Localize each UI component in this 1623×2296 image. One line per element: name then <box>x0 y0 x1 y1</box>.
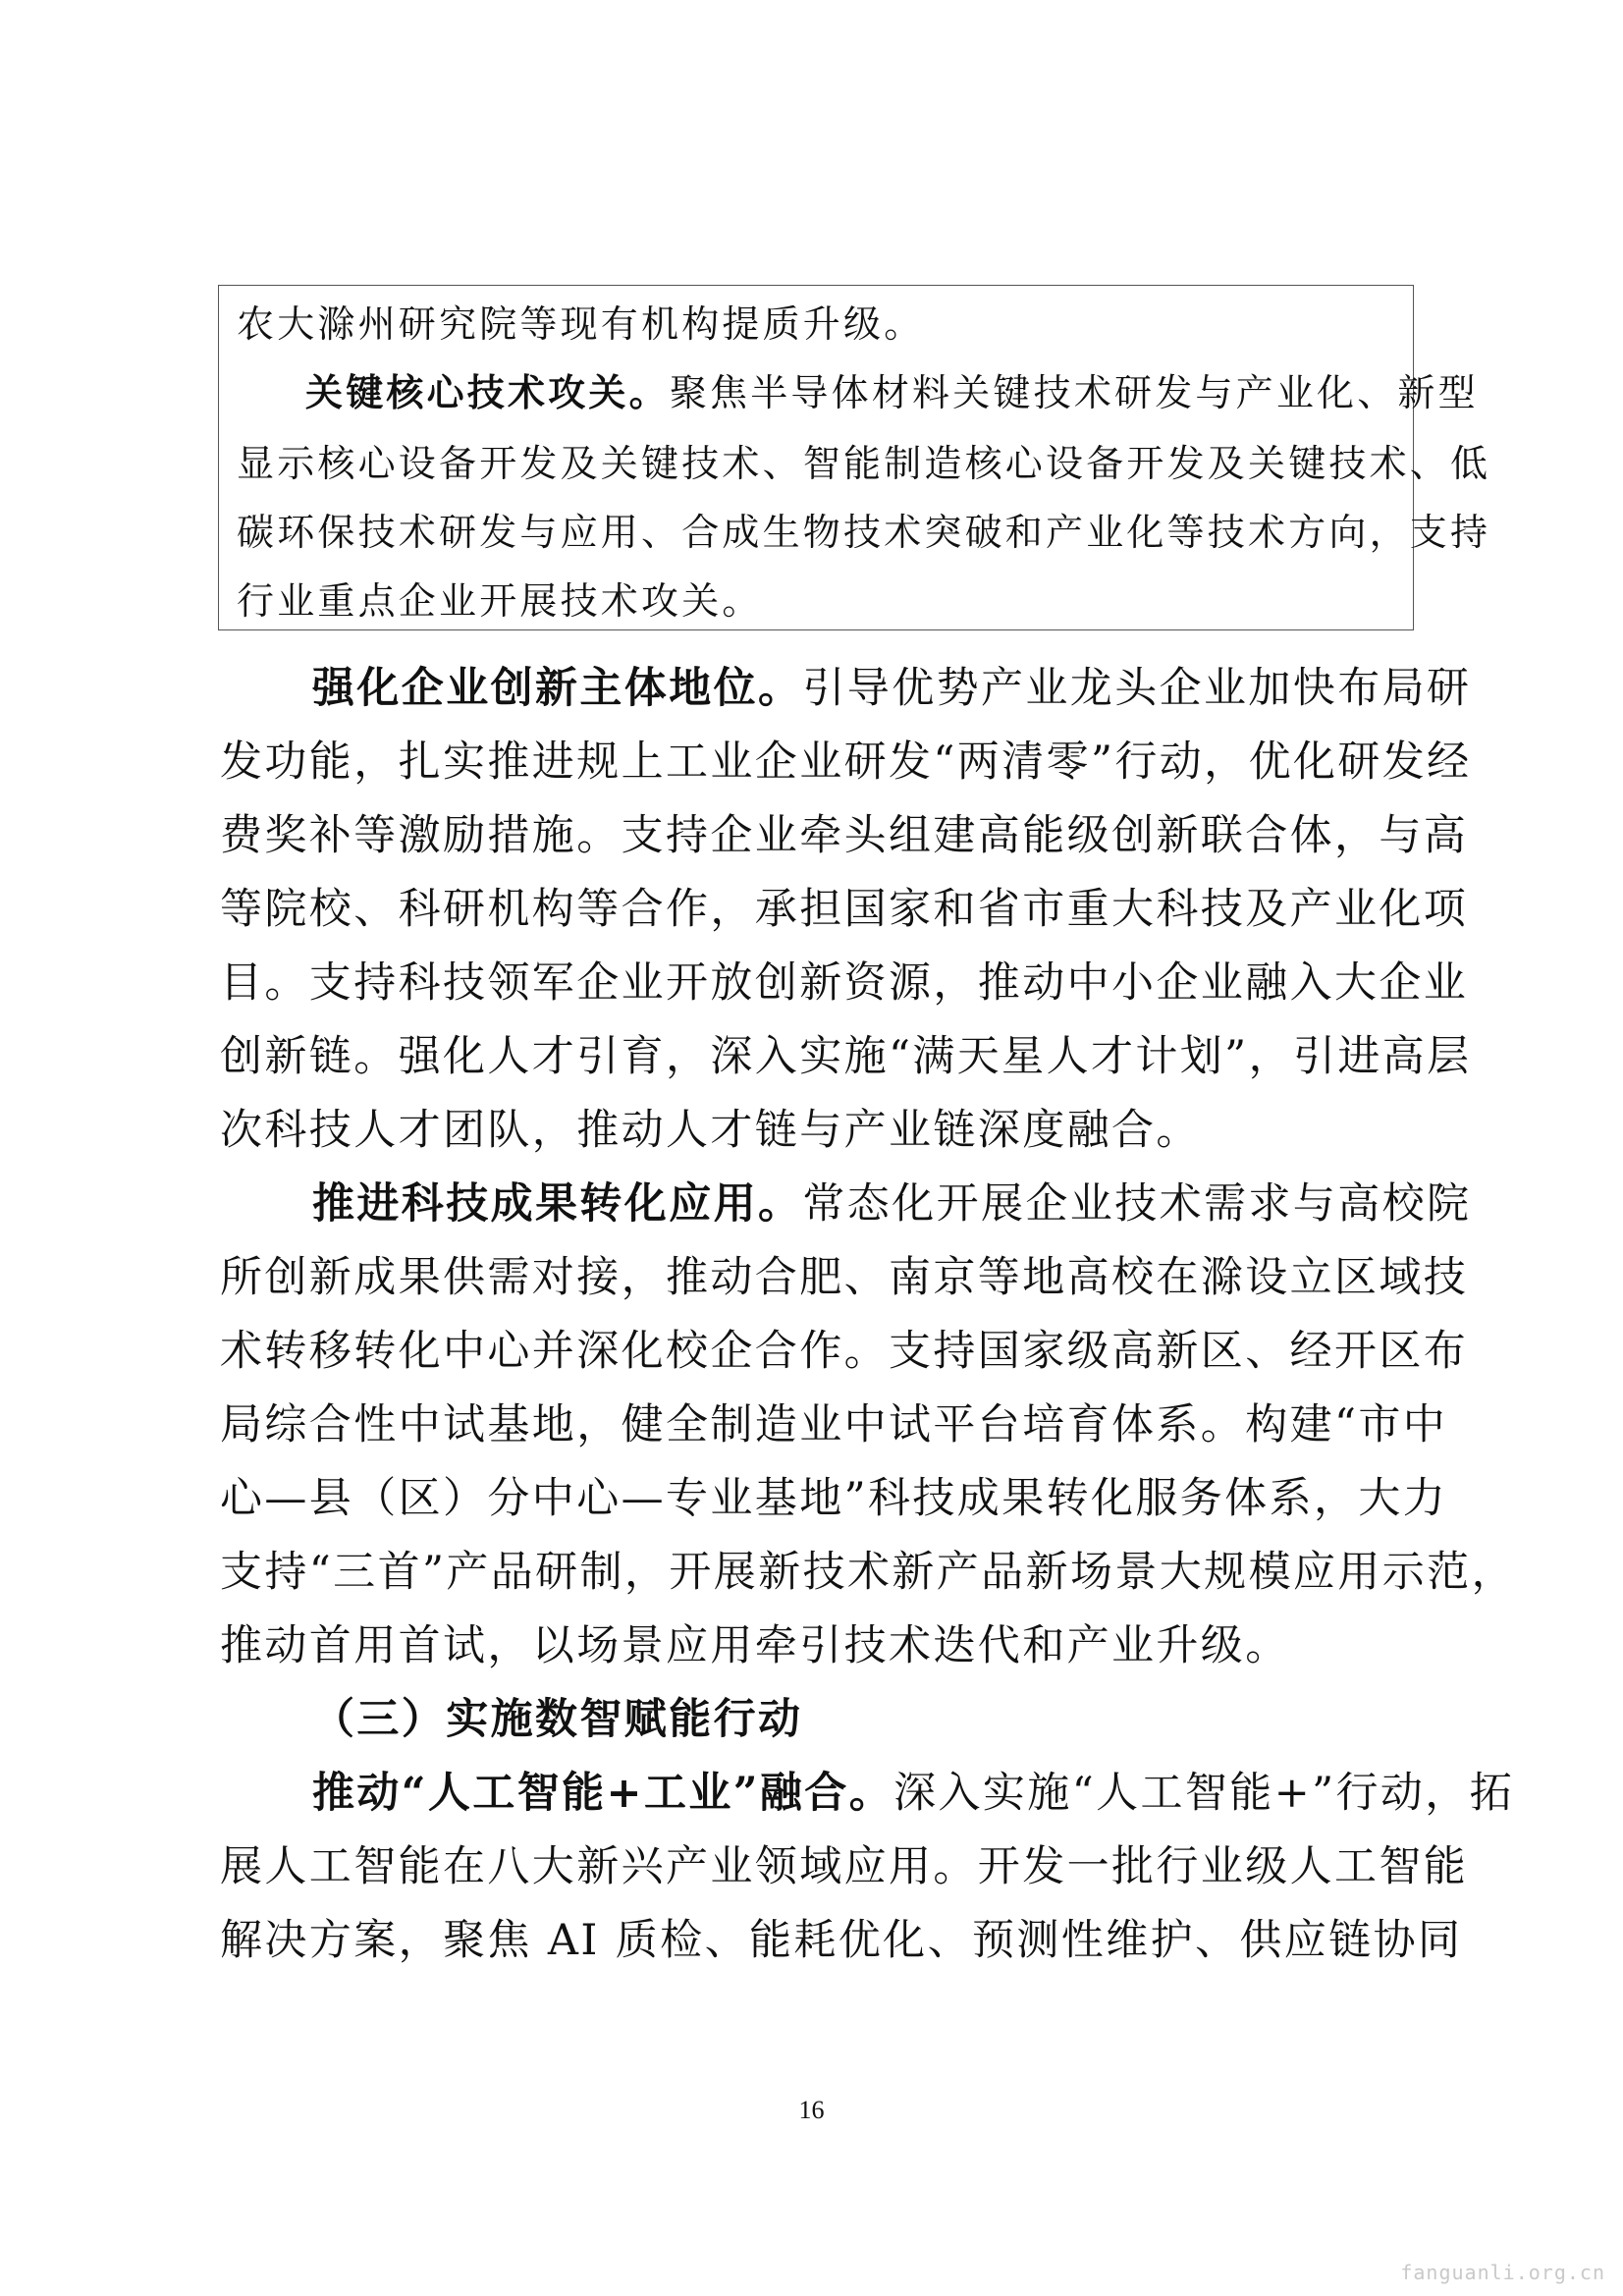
body-line-17 <box>220 1842 1623 1891</box>
body-line-18 <box>220 1916 1623 1965</box>
box-line-2-text: 聚焦半导体材料关键技术研发与产业化、新型 <box>669 371 1479 414</box>
body-line-6 <box>220 1032 1623 1081</box>
box-line-4 <box>237 511 1623 554</box>
body-line-16-text: 深入实施“人工智能+”行动，拓 <box>893 1769 1515 1818</box>
body-line-8-text: 常态化开展企业技术需求与高校院 <box>802 1179 1472 1229</box>
box-line-3-text: 显示核心设备开发及关键技术、智能制造核心设备开发及关键技术、低 <box>237 442 1491 485</box>
body-line-5-text: 目。支持科技领军企业开放创新资源，推动中小企业融入大企业 <box>220 958 1469 1008</box>
body-line-4-text: 等院校、科研机构等合作，承担国家和省市重大科技及产业化项 <box>220 885 1469 934</box>
body-line-3-text: 费奖补等激励措施。支持企业牵头组建高能级创新联合体，与高 <box>220 811 1469 860</box>
body-line-7-text: 次科技人才团队，推动人才链与产业链深度融合。 <box>220 1106 1201 1155</box>
body-line-18-text: 解决方案，聚焦 AI 质检、能耗优化、预测性维护、供应链协同 <box>220 1916 1463 1965</box>
box-line-3 <box>237 442 1623 485</box>
box-line-5 <box>237 579 1623 623</box>
watermark-text: fanguanli.org.cn <box>1400 2261 1605 2284</box>
boxed-paragraph <box>218 285 1491 630</box>
body-line-2-text: 发功能，扎实推进规上工业企业研发“两清零”行动，优化研发经 <box>220 738 1472 787</box>
body-line-1-text: 引导优势产业龙头企业加快布局研 <box>802 664 1472 713</box>
body-line-9 <box>220 1253 1623 1302</box>
body-line-2 <box>220 738 1623 787</box>
body-line-11 <box>220 1400 1623 1449</box>
body-line-6-text: 创新链。强化人才引育，深入实施“满天星人才计划”，引进高层 <box>220 1032 1472 1081</box>
body-line-16 <box>312 1769 1623 1818</box>
subsection-heading <box>312 1695 1623 1744</box>
body-line-17-text: 展人工智能在八大新兴产业领域应用。开发一批行业级人工智能 <box>220 1842 1469 1891</box>
body-line-7 <box>220 1106 1623 1155</box>
body-line-13 <box>220 1548 1623 1597</box>
box-line-2 <box>305 370 1623 414</box>
body-line-10 <box>220 1327 1623 1376</box>
body-line-9-text: 所创新成果供需对接，推动合肥、南京等地高校在滁设立区域技 <box>220 1253 1469 1302</box>
box-line-5-text: 行业重点企业开展技术攻关。 <box>237 579 763 623</box>
subsection-heading-text: （三）实施数智赋能行动 <box>312 1695 803 1744</box>
body-line-14 <box>220 1621 1623 1670</box>
body-line-5 <box>220 958 1623 1008</box>
body-line-4 <box>220 885 1623 934</box>
body-line-10-text: 术转移转化中心并深化校企合作。支持国家级高新区、经开区布 <box>220 1327 1469 1376</box>
section-heading-transfer: 推进科技成果转化应用。 <box>312 1179 803 1229</box>
box-line-2-heading: 关键核心技术攻关。 <box>305 370 670 414</box>
body-line-1 <box>312 664 1623 713</box>
section-heading-enterprise: 强化企业创新主体地位。 <box>312 664 803 713</box>
body-line-12 <box>220 1474 1623 1523</box>
body-line-14-text: 推动首用首试，以场景应用牵引技术迭代和产业升级。 <box>220 1621 1290 1670</box>
body-line-12-text: 心—县（区）分中心—专业基地”科技成果转化服务体系，大力 <box>220 1474 1448 1523</box>
box-line-4-text: 碳环保技术研发与应用、合成生物技术突破和产业化等技术方向，支持 <box>237 511 1491 554</box>
body-line-13-text: 支持“三首”产品研制，开展新技术新产品新场景大规模应用示范， <box>220 1548 1516 1597</box>
box-line-1-text: 农大滁州研究院等现有机构提质升级。 <box>237 302 925 346</box>
body-line-8 <box>312 1179 1623 1229</box>
box-line-1 <box>237 302 1623 346</box>
section-heading-ai: 推动“人工智能+工业”融合。 <box>312 1769 894 1818</box>
body-line-3 <box>220 811 1623 860</box>
page-number: 16 <box>798 2096 825 2124</box>
body-line-11-text: 局综合性中试基地，健全制造业中试平台培育体系。构建“市中 <box>220 1400 1448 1449</box>
